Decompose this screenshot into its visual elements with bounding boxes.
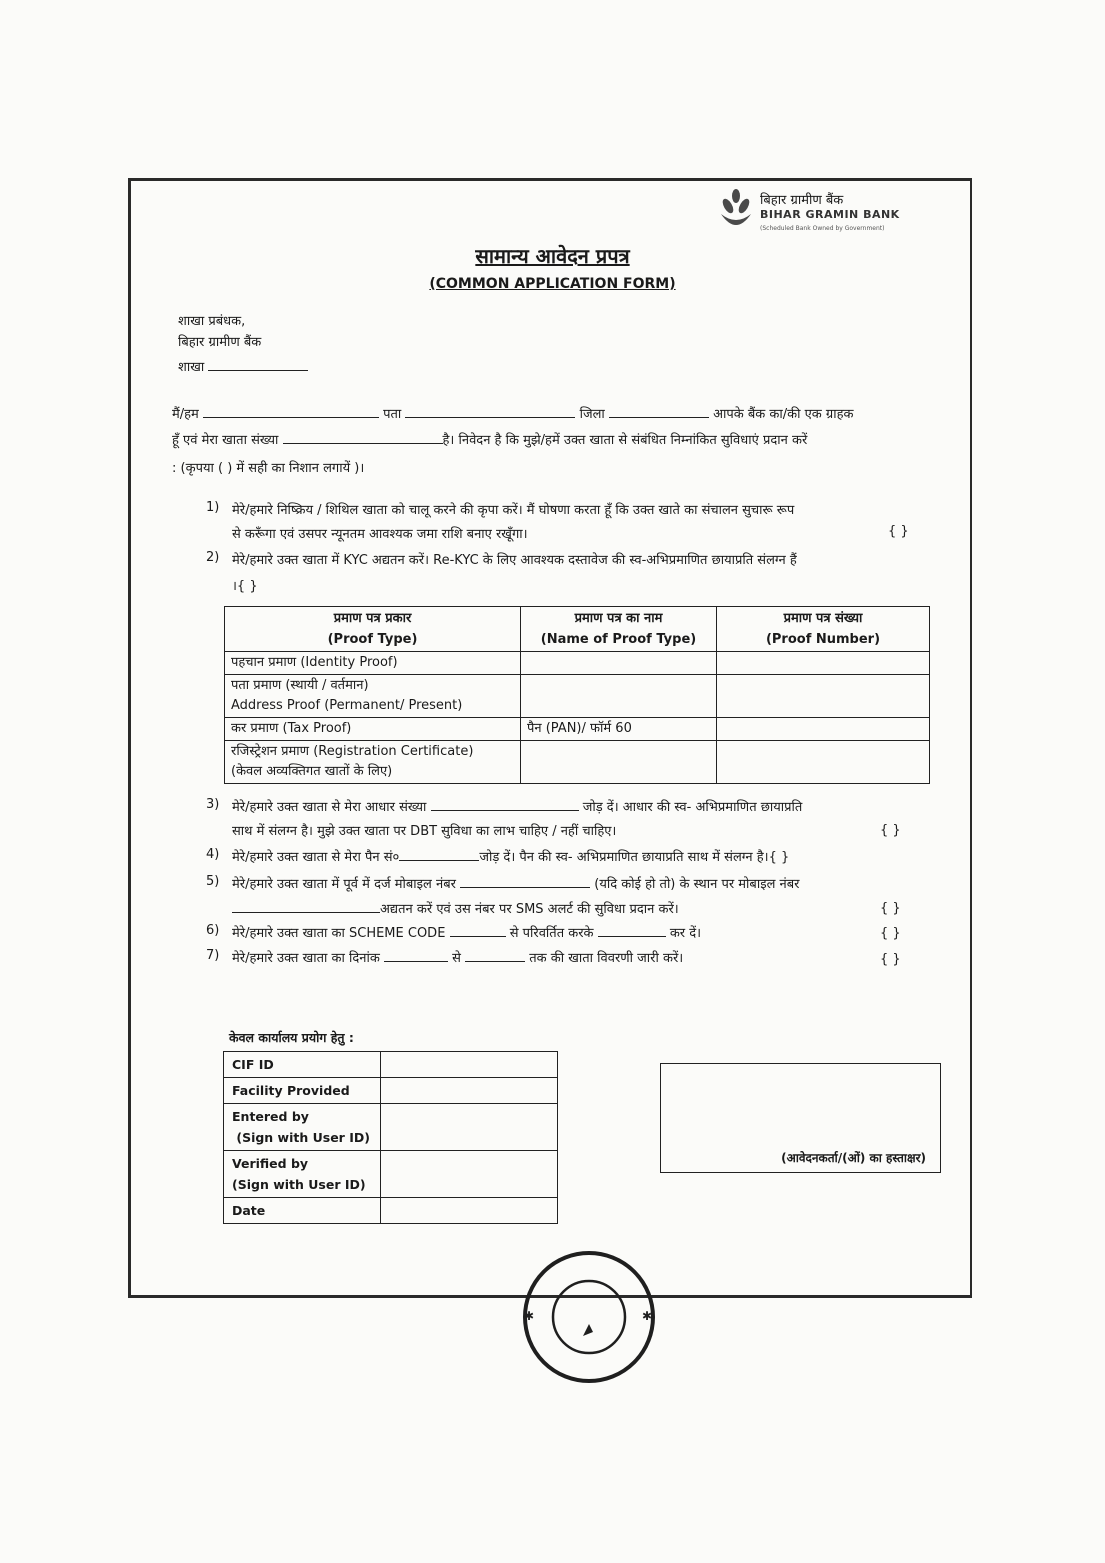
form-title-hindi: सामान्य आवेदन प्रपत्र	[475, 244, 630, 268]
item-1-number: 1)	[206, 500, 220, 515]
table-row	[224, 1104, 558, 1151]
item-3-line2: साथ में संलग्न है। मुझे उक्त खाता पर DBT सुविधा का लाभ चाहिए / नहीं चाहिए।	[232, 824, 617, 839]
item-5-checkbox[interactable]: { }	[880, 901, 901, 916]
office-value-cell[interactable]	[381, 1052, 558, 1078]
office-value-cell[interactable]	[381, 1151, 558, 1198]
item-4-line: मेरे/हमारे उक्त खाता से मेरा पैन सं० जोड़ दें। पैन की स्व- अभिप्रमाणित छायाप्रति साथ में संलग्न है।{ }	[232, 850, 790, 865]
office-label-cell: Verified by (Sign with User ID)	[224, 1151, 381, 1198]
bank-subtitle: (Scheduled Bank Owned by Government)	[760, 225, 885, 232]
signature-box[interactable]	[660, 1063, 941, 1173]
pan-field[interactable]	[399, 849, 479, 861]
header-proof-name: प्रमाण पत्र का नाम (Name of Proof Type)	[521, 607, 717, 652]
office-value-cell[interactable]	[381, 1078, 558, 1104]
item-4-number: 4)	[206, 847, 220, 862]
item-3-checkbox[interactable]: { }	[880, 823, 901, 838]
district-label: जिला	[579, 407, 605, 422]
account-label: हूँ एवं मेरा खाता संख्या	[172, 433, 279, 448]
new-mobile-field[interactable]	[232, 901, 380, 913]
proof-type-cell: रजिस्ट्रेशन प्रमाण (Registration Certificate) (केवल अव्यक्तिगत खातों के लिए)	[225, 741, 521, 784]
date-to-field[interactable]	[465, 950, 525, 962]
table-row	[224, 1078, 558, 1104]
table-row	[224, 1052, 558, 1078]
branch-line	[178, 357, 308, 375]
table-row	[224, 1198, 558, 1224]
table-row	[225, 741, 930, 784]
proof-table	[224, 606, 930, 784]
item-3-number: 3)	[206, 797, 220, 812]
proof-type-cell: कर प्रमाण (Tax Proof)	[225, 718, 521, 741]
item-3-line1: मेरे/हमारे उक्त खाता से मेरा आधार संख्या जोड़ दें। आधार की स्व- अभिप्रमाणित छायाप्रति	[232, 800, 803, 815]
office-label-cell: Date	[224, 1198, 381, 1224]
proof-number-cell[interactable]	[717, 718, 930, 741]
item-2-line1: मेरे/हमारे उक्त खाता में KYC अद्यतन करें। Re-KYC के लिए आवश्यक दस्तावेज की स्व-अभिप्रमाणित छायाप्रति संलग्न हैं	[232, 553, 797, 568]
office-label-cell: CIF ID	[224, 1052, 381, 1078]
proof-name-cell[interactable]	[521, 675, 717, 718]
intro-line1	[172, 404, 854, 422]
office-use-title: केवल कार्यालय प्रयोग हेतु :	[229, 1030, 354, 1045]
svg-text:✱: ✱	[642, 1309, 653, 1323]
item-7-number: 7)	[206, 948, 220, 963]
table-row	[224, 1151, 558, 1198]
item-7-line: मेरे/हमारे उक्त खाता का दिनांक से तक की खाता विवरणी जारी करें।	[232, 951, 684, 966]
bank-name-english: BIHAR GRAMIN BANK	[760, 208, 900, 221]
item-2-checkbox[interactable]: ।{ }	[232, 579, 258, 594]
proof-name-cell[interactable]	[521, 741, 717, 784]
proof-type-cell: पता प्रमाण (स्थायी / वर्तमान) Address Proof (Permanent/ Present)	[225, 675, 521, 718]
proof-number-cell[interactable]	[717, 741, 930, 784]
item-6-checkbox[interactable]: { }	[880, 926, 901, 941]
bank-seal-stamp	[520, 1248, 658, 1386]
bank-name-hindi: बिहार ग्रामीण बैंक	[760, 193, 844, 208]
svg-text:✱: ✱	[524, 1309, 535, 1323]
scheme-code-from-field[interactable]	[450, 925, 506, 937]
request-text: है। निवेदन है कि मुझे/हमें उक्त खाता से संबंधित निम्नांकित सुविधाएं प्रदान करें	[442, 433, 808, 448]
office-value-cell[interactable]	[381, 1198, 558, 1224]
table-row	[225, 675, 930, 718]
item-1-line1: मेरे/हमारे निष्क्रिय / शिथिल खाता को चालू करने की कृपा करें। मैं घोषणा करता हूँ कि उक्त खाते का संचालन सुचारू रूप	[232, 503, 795, 518]
proof-type-cell: पहचान प्रमाण (Identity Proof)	[225, 652, 521, 675]
proof-table-header	[225, 607, 930, 652]
name-field[interactable]	[203, 406, 379, 418]
item-1-checkbox[interactable]: { }	[888, 524, 909, 539]
item-6-line: मेरे/हमारे उक्त खाता का SCHEME CODE से परिवर्तित करके कर दें।	[232, 926, 702, 941]
header-proof-number: प्रमाण पत्र संख्या (Proof Number)	[717, 607, 930, 652]
header-proof-type: प्रमाण पत्र प्रकार (Proof Type)	[225, 607, 521, 652]
date-from-field[interactable]	[384, 950, 448, 962]
office-label-cell: Entered by (Sign with User ID)	[224, 1104, 381, 1151]
item-5-number: 5)	[206, 874, 220, 889]
account-number-field[interactable]	[283, 432, 443, 444]
proof-name-cell[interactable]	[521, 652, 717, 675]
office-use-table	[223, 1051, 558, 1224]
item-5-line1: मेरे/हमारे उक्त खाता में पूर्व में दर्ज मोबाइल नंबर (यदि कोई हो तो) के स्थान पर मोबाइल नंबर	[232, 877, 800, 892]
intro-line2	[172, 430, 807, 448]
branch-label: शाखा	[178, 360, 205, 375]
item-6-number: 6)	[206, 923, 220, 938]
item-1-line2: से करूँगा एवं उसपर न्यूनतम आवश्यक जमा राशि बनाए रखूँगा।	[232, 527, 528, 542]
item-7-checkbox[interactable]: { }	[880, 952, 901, 967]
item-5-line2: अद्यतन करें एवं उस नंबर पर SMS अलर्ट की सुविधा प्रदान करें।	[232, 899, 679, 917]
aadhaar-field[interactable]	[431, 799, 579, 811]
branch-field[interactable]	[208, 359, 308, 371]
i-we-label: मैं/हम	[172, 407, 199, 422]
instruction-text: : (कृपया ( ) में सही का निशान लगायें )।	[172, 461, 365, 476]
addressee-line1: शाखा प्रबंधक,	[178, 314, 246, 329]
address-field[interactable]	[405, 406, 575, 418]
office-value-cell[interactable]	[381, 1104, 558, 1151]
form-title-english: (COMMON APPLICATION FORM)	[429, 276, 676, 292]
bank-logo-icon	[718, 188, 754, 234]
district-field[interactable]	[609, 406, 709, 418]
proof-number-cell[interactable]	[717, 675, 930, 718]
table-row	[225, 652, 930, 675]
address-label: पता	[383, 407, 402, 422]
addressee-line2: बिहार ग्रामीण बैंक	[178, 335, 262, 350]
customer-text: आपके बैंक का/की एक ग्राहक	[713, 407, 854, 422]
proof-number-cell[interactable]	[717, 652, 930, 675]
scheme-code-to-field[interactable]	[598, 925, 666, 937]
old-mobile-field[interactable]	[460, 876, 590, 888]
signature-caption: (आवेदनकर्ता/(ओं) का हस्ताक्षर)	[781, 1151, 926, 1165]
office-label-cell: Facility Provided	[224, 1078, 381, 1104]
table-row	[225, 718, 930, 741]
proof-name-cell[interactable]: पैन (PAN)/ फॉर्म 60	[521, 718, 717, 741]
item-2-number: 2)	[206, 550, 220, 565]
